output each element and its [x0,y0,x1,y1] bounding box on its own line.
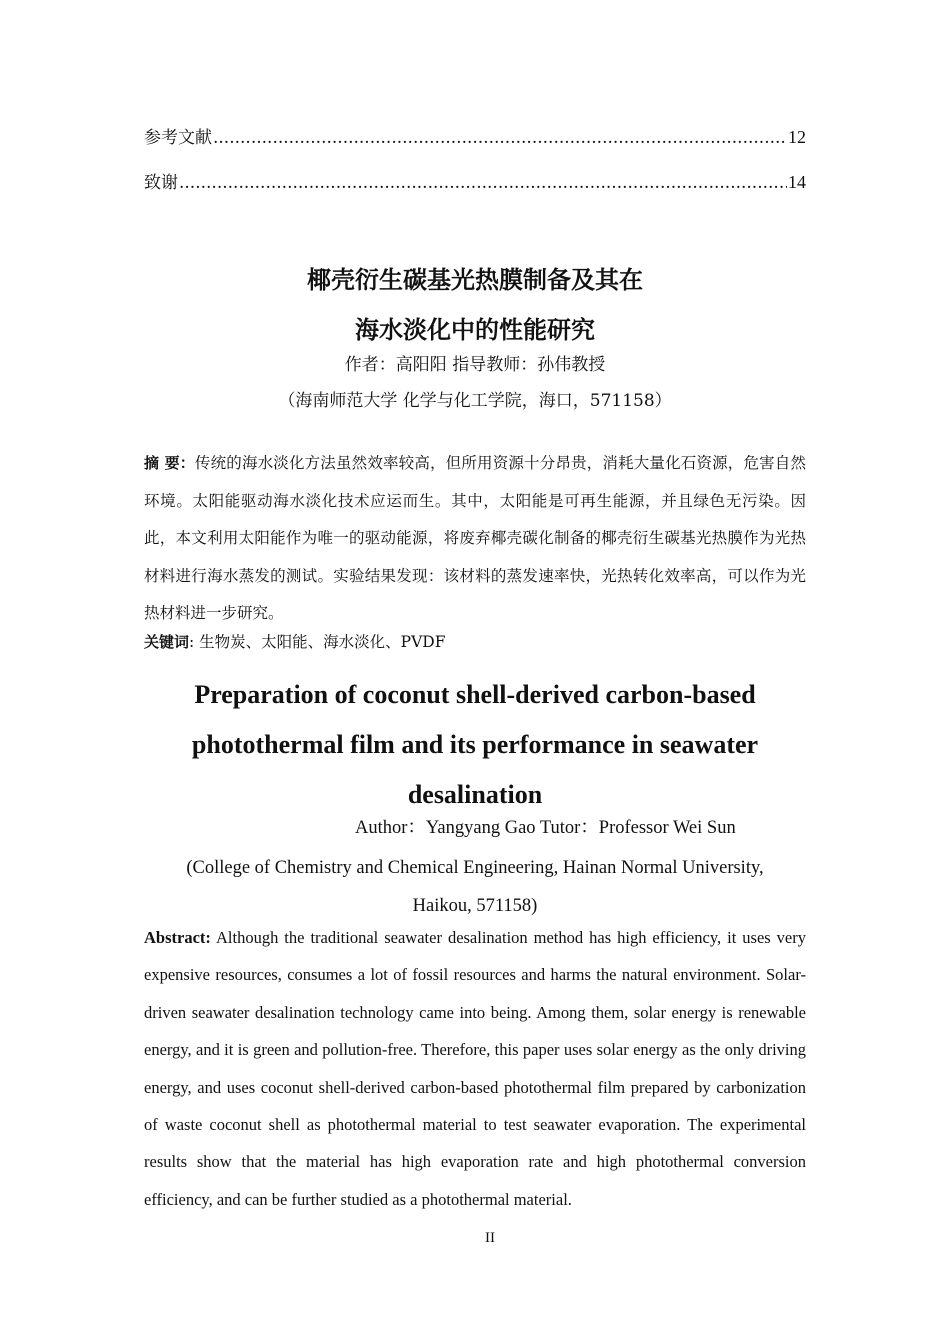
cn-title-line-2: 海水淡化中的性能研究 [355,316,595,344]
cn-title-line-1: 椰壳衍生碳基光热膜制备及其在 [307,266,643,294]
en-abstract-text: Although the traditional seawater desalination method has high efficiency, it uses very expensive resources, consumes a lot of fossil resources and harms the natural environment. Solar-driven seawater desalination technology came into being. Among them, solar energy is renewable energy, and it is green and pollution-free. Therefore, this paper uses solar energy as the only driving energy, and uses coconut shell-derived carbon-based photothermal film prepared by carbonization of waste coconut shell as photothermal material to test seawater evaporation. The experimental results show that the material has high evaporation rate and high photothermal conversion efficiency, and can be further studied as a photothermal material. [144,928,806,1209]
page-number: II [485,1230,495,1246]
toc-leader-dots [213,126,787,150]
cn-keywords-label: 关键词 [144,633,190,651]
toc-entry-acknowledgements[interactable] [144,170,806,195]
toc-entry-references[interactable] [144,125,806,150]
toc-entry-label: 参考文献 [144,128,212,148]
en-title: Preparation of coconut shell-derived carbon-based photothermal film and its performance in seawater desalination [191,680,759,809]
en-affiliation: (College of Chemistry and Chemical Engineering, Hainan Normal University, Haikou, 571158) [186,858,764,916]
en-abstract-label: Abstract: [144,928,211,947]
en-abstract [144,919,806,1218]
cn-author-line: 作者：高阳阳 指导教师：孙伟教授 [344,355,606,375]
cn-affiliation: （海南师范大学 化学与化工学院，海口，571158） [278,391,672,411]
cn-keywords [144,630,806,654]
toc-entry-label: 致谢 [144,173,178,193]
cn-abstract-text: 传统的海水淡化方法虽然效率较高，但所用资源十分昂贵，消耗大量化石资源，危害自然环境。太阳能驱动海水淡化技术应运而生。其中，太阳能是可再生能源，并且绿色无污染。因此，本文利用太阳能作为唯一的驱动能源，将废弃椰壳碳化制备的椰壳衍生碳基光热膜作为光热材料进行海水蒸发的测试。实验结果发现：该材料的蒸发速率快，光热转化效率高，可以作为光热材料进一步研究。 [144,454,806,622]
en-author-line: Author：Yangyang Gao Tutor：Professor Wei Sun [355,818,736,838]
toc-leader-dots [179,171,787,195]
cn-abstract [144,445,806,633]
cn-keywords-text: : 生物炭、太阳能、海水淡化、PVDF [189,633,446,651]
toc-entry-page: 12 [788,127,806,147]
cn-abstract-label: 摘 要： [144,454,195,472]
toc-entry-page: 14 [788,172,806,192]
